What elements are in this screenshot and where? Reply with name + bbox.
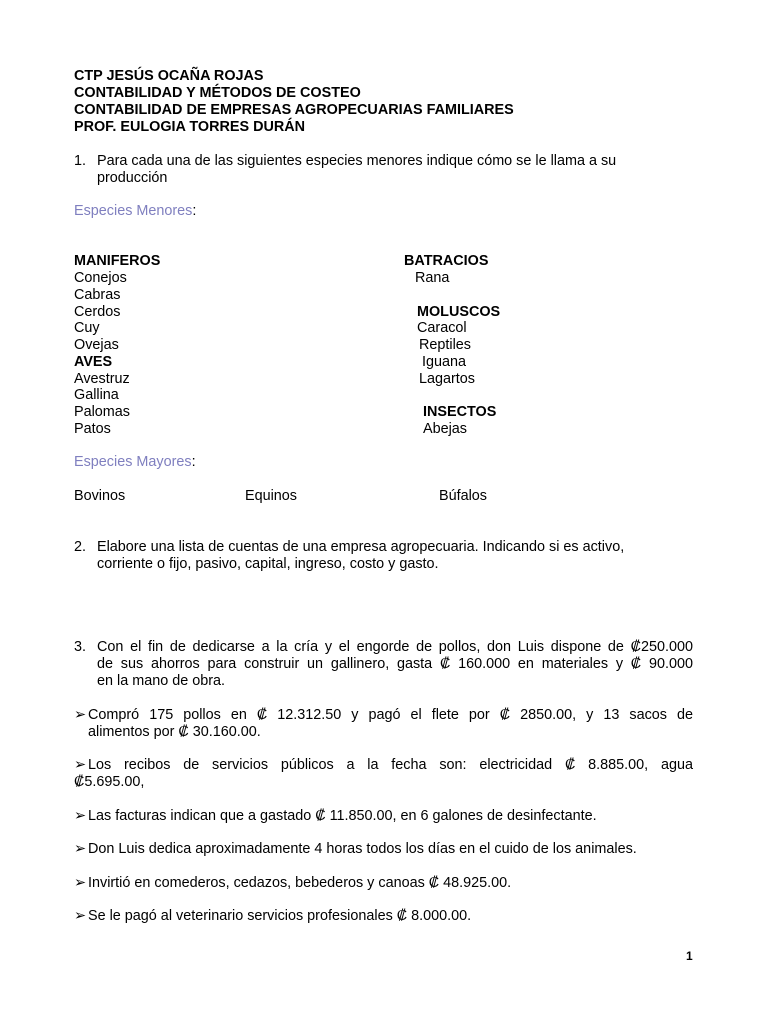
arrow-bullet-icon: ➢	[74, 707, 87, 723]
header-subject: CONTABILIDAD Y MÉTODOS DE COSTEO	[74, 85, 361, 101]
page-number: 1	[686, 949, 693, 963]
list-item: Cuy	[74, 320, 100, 336]
list-item: Búfalos	[439, 488, 487, 504]
list-item: Lagartos	[419, 371, 476, 387]
q3-text-line2: de sus ahorros para construir un gallinero, gasta ₡ 160.000 en materiales y ₡ 90.000	[97, 656, 693, 672]
q2-text-line1: Elabore una lista de cuentas de una empresa agropecuaria. Indicando si es activo,	[97, 539, 625, 555]
arrow-bullet-icon: ➢	[74, 841, 87, 857]
bullet-2-line1: Los recibos de servicios públicos a la fecha son: electricidad ₡ 8.885.00, agua	[88, 757, 693, 773]
q3-number: 3.	[74, 639, 87, 655]
bullet-1-line1: Compró 175 pollos en ₡ 12.312.50 y pagó el flete por ₡ 2850.00, y 13 sacos de	[88, 707, 693, 723]
bullet-1-line2: alimentos por ₡ 30.160.00.	[88, 724, 261, 740]
list-item: Equinos	[245, 488, 298, 504]
list-item: Rana	[415, 270, 450, 286]
q1-number: 1.	[74, 153, 87, 169]
arrow-bullet-icon: ➢	[74, 908, 87, 924]
arrow-bullet-icon: ➢	[74, 757, 87, 773]
list-item: Reptiles	[419, 337, 471, 353]
especies-mayores-heading	[74, 454, 196, 471]
list-item: Avestruz	[74, 371, 130, 387]
arrow-bullet-icon: ➢	[74, 808, 87, 824]
bullet-2-line2: ₡5.695.00,	[74, 774, 145, 790]
especies-mayores-colon: :	[191, 454, 196, 470]
moluscos-title: MOLUSCOS	[417, 304, 501, 320]
arrow-bullet-icon: ➢	[74, 875, 87, 891]
especies-menores-heading	[74, 203, 196, 220]
especies-menores-label: Especies Menores	[74, 203, 193, 219]
maniferos-title: MANIFEROS	[74, 253, 161, 269]
batracios-title: BATRACIOS	[404, 253, 489, 269]
especies-menores-colon: :	[192, 203, 197, 219]
list-item: Iguana	[422, 354, 467, 370]
q1-text-line1: Para cada una de las siguientes especies menores indique cómo se le llama a su	[97, 153, 617, 169]
list-item: Conejos	[74, 270, 127, 286]
list-item: Cabras	[74, 287, 121, 303]
insectos-title: INSECTOS	[423, 404, 497, 420]
q3-text-line1: Con el fin de dedicarse a la cría y el engorde de pollos, don Luis dispone de ₡250.000	[97, 639, 693, 655]
list-item: Patos	[74, 421, 111, 437]
especies-mayores-label: Especies Mayores	[74, 454, 192, 470]
bullet-6: Se le pagó al veterinario servicios profesionales ₡ 8.000.00.	[88, 908, 472, 924]
list-item: Gallina	[74, 387, 119, 403]
bullet-4: Don Luis dedica aproximadamente 4 horas todos los días en el cuido de los animales.	[88, 841, 637, 857]
list-item: Palomas	[74, 404, 130, 420]
q1-text-line2: producción	[97, 170, 168, 186]
list-item: Abejas	[423, 421, 468, 437]
bullet-3: Las facturas indican que a gastado ₡ 11.850.00, en 6 galones de desinfectante.	[88, 808, 597, 824]
list-item: Ovejas	[74, 337, 119, 353]
header-teacher: PROF. EULOGIA TORRES DURÁN	[74, 119, 306, 135]
header-school: CTP JESÚS OCAÑA ROJAS	[74, 68, 264, 84]
q2-text-line2: corriente o fijo, pasivo, capital, ingreso, costo y gasto.	[97, 556, 439, 572]
list-item: Bovinos	[74, 488, 126, 504]
q2-number: 2.	[74, 539, 87, 555]
q3-text-line3: en la mano de obra.	[97, 673, 226, 689]
list-item: Caracol	[417, 320, 467, 336]
bullet-5: Invirtió en comederos, cedazos, bebederos y canoas ₡ 48.925.00.	[88, 875, 512, 891]
header-course: CONTABILIDAD DE EMPRESAS AGROPECUARIAS FAMILIARES	[74, 102, 514, 118]
aves-title: AVES	[74, 354, 113, 370]
list-item: Cerdos	[74, 304, 121, 320]
